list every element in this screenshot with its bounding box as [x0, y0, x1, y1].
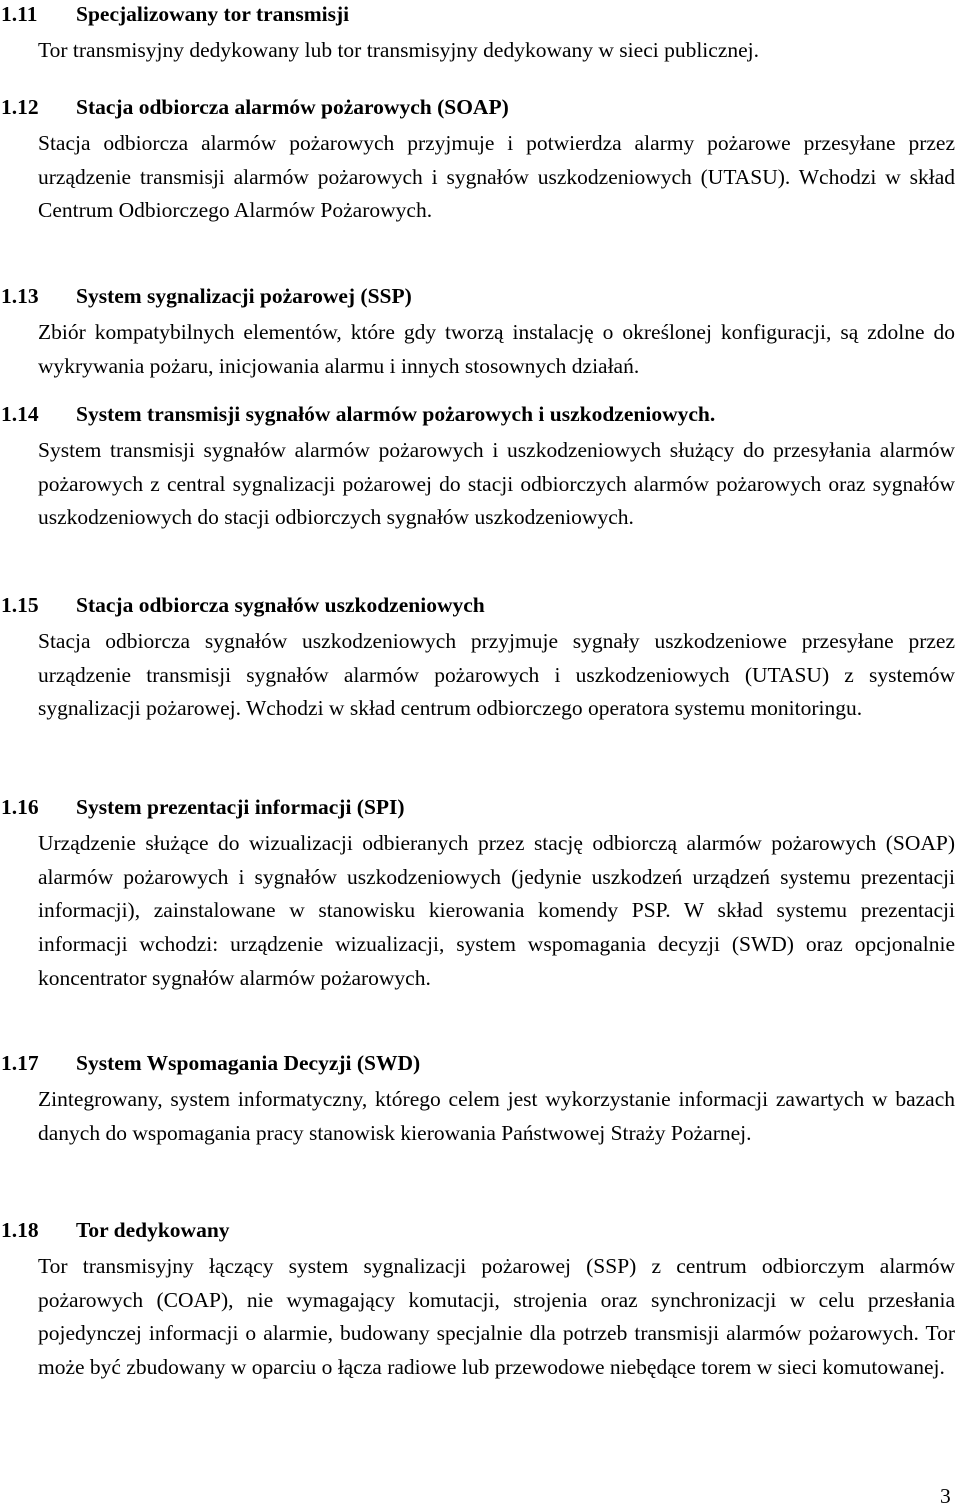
section-body: Tor transmisyjny łączący system sygnalizacji pożarowej (SSP) z centrum odbiorczym alarmów pożarowych (COAP), nie wymagający komutacji, strojenia oraz synchronizacji w celu przesłania pojedynczej informacji o alarmie, budowany specjalnie dla potrzeb transmisji alarmów pożarowych. Tor może być zbudowany w oparciu o łącza radiowe lub przewodowe niebędące torem w sieci komutowanej.: [38, 1254, 955, 1380]
section-title: System transmisji sygnałów alarmów pożarowych i uszkodzeniowych.: [76, 402, 716, 426]
section-number: 1.16: [1, 795, 39, 819]
section-heading: [0, 1216, 960, 1250]
section-1-16: [0, 793, 960, 996]
section-body: System transmisji sygnałów alarmów pożarowych i uszkodzeniowych służący do przesyłania alarmów pożarowych z central sygnalizacji pożarowej do stacji odbiorczych alarmów pożarowych oraz sygnałów uszkodzeniowych do stacji odbiorczych sygnałów uszkodzeniowych.: [38, 438, 955, 530]
section-body: Zbiór kompatybilnych elementów, które gdy tworzą instalację o określonej konfiguracji, są zdolne do wykrywania pożaru, inicjowania alarmu i innych stosownych działań.: [38, 320, 955, 378]
section-1-15: [0, 591, 960, 726]
section-title: Stacja odbiorcza alarmów pożarowych (SOAP): [76, 95, 509, 119]
section-number: 1.18: [1, 1218, 39, 1242]
section-body: Urządzenie służące do wizualizacji odbieranych przez stację odbiorczą alarmów pożarowych (SOAP) alarmów pożarowych i sygnałów uszkodzeniowych (jedynie uszkodzeń urządzeń systemu prezentacji informacji), zainstalowane w stanowisku kierowania komendy PSP. W skład systemu prezentacji informacji wchodzi: urządzenie wizualizacji, system wspomagania decyzji (SWD) oraz opcjonalnie koncentrator sygnałów alarmów pożarowych.: [38, 831, 955, 990]
page-number: 3: [940, 1484, 951, 1508]
section-body: Zintegrowany, system informatyczny, którego celem jest wykorzystanie informacji zawartych w bazach danych do wspomagania pracy stanowisk kierowania Państwowej Straży Pożarnej.: [38, 1087, 955, 1145]
section-number: 1.11: [1, 2, 38, 26]
section-title: System Wspomagania Decyzji (SWD): [76, 1051, 421, 1075]
section-heading: [0, 400, 960, 434]
section-heading: [0, 93, 960, 127]
section-number: 1.13: [1, 284, 39, 308]
section-1-14: [0, 400, 960, 535]
section-heading: [0, 591, 960, 625]
section-heading: [0, 0, 960, 34]
section-title: System prezentacji informacji (SPI): [76, 795, 405, 819]
section-title: System sygnalizacji pożarowej (SSP): [76, 284, 412, 308]
section-body: Stacja odbiorcza sygnałów uszkodzeniowych przyjmuje sygnały uszkodzeniowe przesyłane przez urządzenie transmisji sygnałów alarmów pożarowych i uszkodzeniowych (UTASU) z systemów sygnalizacji pożarowej. Wchodzi w skład centrum odbiorczego operatora systemu monitoringu.: [38, 629, 955, 721]
section-body: Stacja odbiorcza alarmów pożarowych przyjmuje i potwierdza alarmy pożarowe przesyłane przez urządzenie transmisji alarmów pożarowych i sygnałów uszkodzeniowych (UTASU). Wchodzi w skład Centrum Odbiorczego Alarmów Pożarowych.: [38, 131, 955, 223]
section-1-12: [0, 93, 960, 228]
section-title: Tor dedykowany: [76, 1218, 230, 1242]
section-1-11: [0, 0, 960, 68]
section-body: Tor transmisyjny dedykowany lub tor transmisyjny dedykowany w sieci publicznej.: [38, 38, 760, 62]
section-heading: [0, 1049, 960, 1083]
section-1-17: [0, 1049, 960, 1150]
section-heading: [0, 793, 960, 827]
section-number: 1.14: [1, 402, 39, 426]
section-number: 1.12: [1, 95, 39, 119]
section-1-13: [0, 282, 960, 383]
section-title: Specjalizowany tor transmisji: [76, 2, 350, 26]
section-number: 1.17: [1, 1051, 39, 1075]
section-heading: [0, 282, 960, 316]
section-title: Stacja odbiorcza sygnałów uszkodzeniowych: [76, 593, 485, 617]
section-number: 1.15: [1, 593, 39, 617]
section-1-18: [0, 1216, 960, 1385]
